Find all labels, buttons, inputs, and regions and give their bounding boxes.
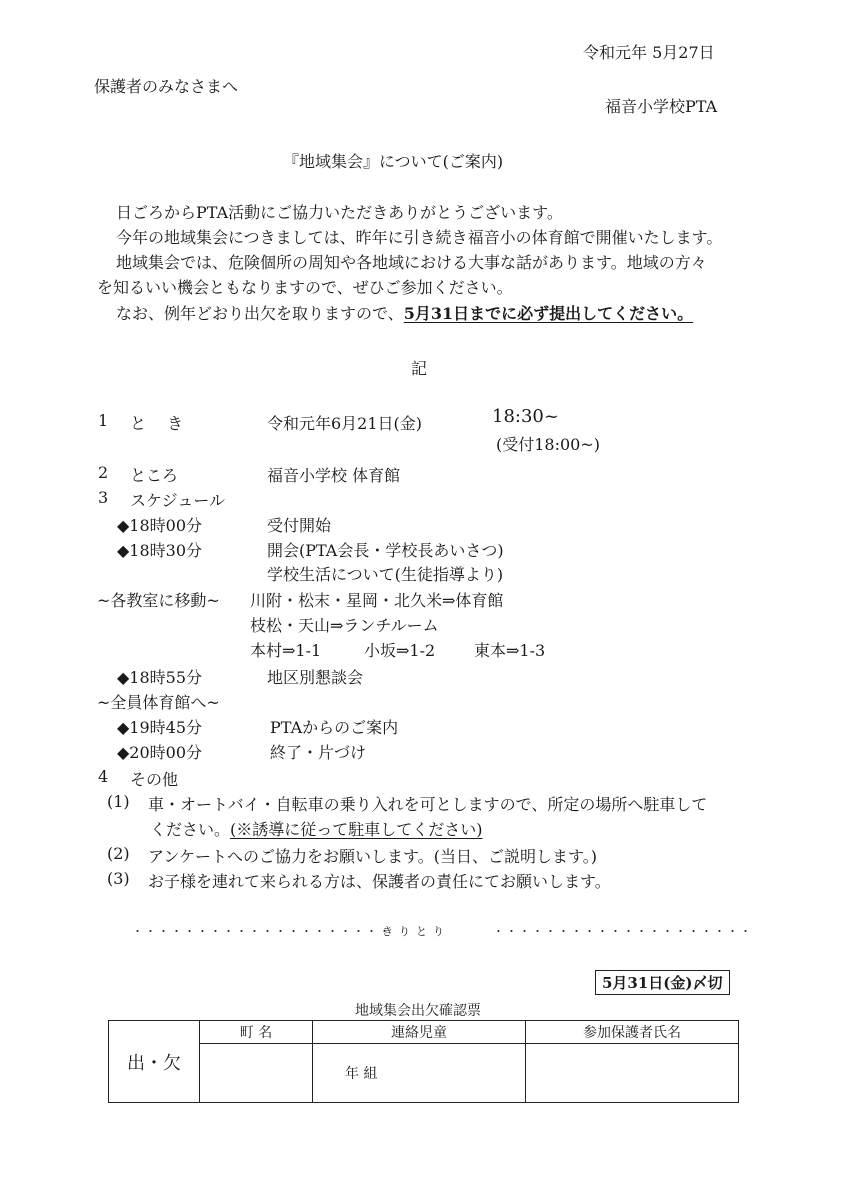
attendance-cell[interactable]: 出・欠 bbox=[109, 1021, 200, 1103]
col-town-header: 町 名 bbox=[200, 1021, 313, 1044]
cutline-dots-right: ・・・・・・・・・・・・・・・・・・・・ bbox=[493, 925, 753, 938]
move-line-3b: 小坂⇒1-2 bbox=[364, 641, 436, 660]
sender: 福音小学校PTA bbox=[605, 97, 718, 116]
body-line-3: 地域集会では、危険個所の周知や各地域における大事な話があります。地域の方々 bbox=[116, 253, 707, 272]
body-line-5 bbox=[116, 301, 693, 324]
other-1-number: (1) bbox=[107, 792, 130, 811]
attendance-form-table bbox=[108, 1020, 739, 1103]
parking-guidance-note: (※誘導に従って駐車してください) bbox=[230, 820, 483, 839]
cutline-label: きりとり bbox=[382, 925, 450, 938]
schedule-3-text: 地区別懇談会 bbox=[267, 668, 364, 687]
event-venue: 福音小学校 体育館 bbox=[267, 466, 401, 485]
item-1-label: と き bbox=[130, 414, 192, 433]
move-line-3c: 東本⇒1-3 bbox=[474, 641, 546, 660]
all-to-gym: ~全員体育館へ~ bbox=[97, 693, 220, 712]
other-2-number: (2) bbox=[107, 844, 130, 863]
schedule-1-time: ◆18時00分 bbox=[117, 516, 203, 535]
child-input-cell[interactable] bbox=[313, 1044, 526, 1103]
item-2-number: 2 bbox=[98, 463, 109, 482]
body-line-1: 日ごろからPTA活動にご協力いただきありがとうございます。 bbox=[116, 203, 563, 222]
form-title: 地域集会出欠確認票 bbox=[355, 1003, 481, 1019]
grade-class-label: 年 組 bbox=[345, 1066, 378, 1082]
submission-deadline-notice: 5月31日までに必ず提出してください。 bbox=[403, 304, 694, 323]
schedule-4-time: ◆19時45分 bbox=[117, 718, 203, 737]
schedule-3-time: ◆18時55分 bbox=[117, 668, 203, 687]
col-parent-header: 参加保護者氏名 bbox=[526, 1021, 739, 1044]
parent-name-input-cell[interactable] bbox=[526, 1044, 739, 1103]
schedule-2-text-2: 学校生活について(生徒指導より) bbox=[267, 565, 504, 584]
schedule-5-text: 終了・片づけ bbox=[270, 743, 367, 762]
move-to-classrooms: ~各教室に移動~ bbox=[97, 591, 220, 610]
other-1-text-2 bbox=[150, 817, 483, 840]
col-child-header: 連絡児童 bbox=[313, 1021, 526, 1044]
ki-heading: 記 bbox=[411, 359, 428, 378]
reception-time: (受付18:00~) bbox=[496, 435, 601, 454]
move-line-1: 川附・松末・星岡・北久米⇒体育館 bbox=[250, 591, 504, 610]
recipient: 保護者のみなさまへ bbox=[94, 77, 239, 96]
item-1-number: 1 bbox=[98, 411, 109, 430]
move-line-3a: 本村⇒1-1 bbox=[250, 641, 322, 660]
other-2-text: アンケートへのご協力をお願いします。(当日、ご説明します。) bbox=[148, 847, 597, 866]
schedule-2-text: 開会(PTA会長・学校長あいさつ) bbox=[267, 541, 504, 560]
schedule-1-text: 受付開始 bbox=[267, 516, 332, 535]
other-3-number: (3) bbox=[107, 869, 130, 888]
issue-date: 令和元年 5月27日 bbox=[583, 43, 715, 62]
body-line-5-prefix: なお、例年どおり出欠を取りますので、 bbox=[116, 304, 404, 323]
deadline-badge: 5月31日(金)〆切 bbox=[595, 970, 730, 995]
other-3-text: お子様を連れて来られる方は、保護者の責任にてお願いします。 bbox=[148, 872, 611, 891]
item-4-label: その他 bbox=[130, 770, 179, 789]
body-line-2: 今年の地域集会につきましては、昨年に引き続き福音小の体育館で開催いたします。 bbox=[116, 228, 723, 247]
item-3-number: 3 bbox=[98, 488, 109, 507]
other-1-text: 車・オートバイ・自転車の乗り入れを可としますので、所定の場所へ駐車して bbox=[148, 795, 708, 814]
schedule-4-text: PTAからのご案内 bbox=[270, 718, 399, 737]
move-line-2: 枝松・天山⇒ランチルーム bbox=[250, 616, 439, 635]
cutline-dots-left: ・・・・・・・・・・・・・・・・・・・・ bbox=[132, 925, 392, 938]
other-1-text-2-plain: ください。 bbox=[150, 820, 231, 839]
item-3-label: スケジュール bbox=[130, 491, 226, 510]
schedule-5-time: ◆20時00分 bbox=[117, 743, 203, 762]
item-2-label: ところ bbox=[130, 466, 179, 485]
town-input-cell[interactable] bbox=[200, 1044, 313, 1103]
body-line-4: を知るいい機会ともなりますので、ぜひご参加ください。 bbox=[97, 278, 513, 297]
event-date: 令和元年6月21日(金) bbox=[267, 414, 423, 433]
document-title: 『地域集会』について(ご案内) bbox=[283, 152, 504, 171]
item-4-number: 4 bbox=[98, 767, 109, 786]
event-time: 18:30~ bbox=[492, 406, 559, 427]
schedule-2-time: ◆18時30分 bbox=[117, 541, 203, 560]
